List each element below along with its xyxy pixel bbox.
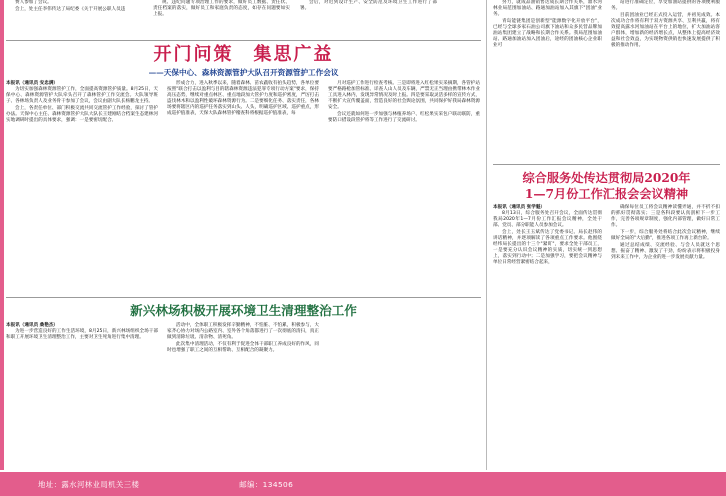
page-footer — [0, 472, 726, 496]
article2-headline-line2: 1—7月份工作汇报会会议精神 — [524, 187, 689, 201]
article2-col-1 — [493, 205, 602, 267]
paragraph: 站进行准确定位，享受加油站提供的各项便利服务。 — [611, 0, 720, 12]
footer-postcode: 邮编：134506 — [239, 479, 294, 489]
article1-col-2 — [167, 81, 319, 125]
article3-headline: 新兴林场积极开展环境卫生清理整治工作 — [130, 303, 357, 318]
paragraph: 确保每位员工将会议精神读懂弄通，并不折不扣的抓好贯彻落实；三是各科段要认真剖析下一步工作，完善各项规章制度，强化内部管理，做好日常工作。 — [611, 205, 720, 229]
paragraph: 会上，处主任李伟传达了局纪委《关于开展公职人员违 — [15, 6, 126, 12]
paragraph: 费人参加了会议。 — [15, 0, 52, 5]
byline-name: 安忠满） — [39, 81, 59, 86]
article2-headline-line1: 综合服务处传达贯彻局2020年 — [522, 171, 691, 185]
paragraph: 形成合力，进入秋季以来，随着森林、苗农蔬收有拍头趋势，各单位要按照"联合打击以盈利与目的辖森林资源违法犯罪专项行动方案"要求，保持高压态势，继续对重点林区、重点地段加大管护力度和巡护密度，严厉打击盗伐林木和以盈利性破坏森林资源行为。二是要细化任务、落实责任，各林场要将辖区内的巡护任务落实到山头、人头，明确巡护区域、巡护重点，形成巡护值准表，天保大队森林管护稽查科将根据巡护值准表，每 — [167, 81, 319, 117]
page-content — [6, 0, 720, 470]
paragraph: 月对巡护工作进行检查考核。三是即将进入红松果实采摘期，各管护站要严格路枪加管标准、详查人山人员及车辆，严禁无正当理由携带林木作业工具进入林内，发现异常情况及时上报。四是要采取灵活多样的宣传方式，不断扩大宣传覆盖面，营造良好的社会舆论氛围，共同保护好我局森林资源安全。 — [328, 81, 480, 111]
right-continuation-block — [493, 0, 720, 50]
article1-columns — [6, 81, 481, 125]
article3-col-3 — [328, 323, 480, 354]
article3-columns — [6, 323, 481, 354]
paragraph: 为进一步营造良好的工作生活环境，8月25日，新兴林场组织全场干部和职工开展环境卫生清理整治工作，主要对卫生死角进行集中清理。 — [6, 329, 158, 341]
divider-right — [493, 164, 720, 165]
footer-address: 地址：露水河林业局机关三楼 — [38, 479, 140, 489]
article1-col-1 — [6, 81, 158, 125]
paragraph: 青岛能链集团是创新型"能源数字化开放平台"，已经与全球多家石油公司旗下油站和众多民营品牌加油站集团建立了战略和长期合作关系。我局范围加油站、路通加油站加入团油后，途经的团油核心企业职业可 — [493, 18, 602, 49]
article2-columns — [493, 205, 720, 267]
top-col-1 — [6, 0, 143, 42]
divider-vertical-main — [486, 0, 487, 470]
top-col-3 — [300, 0, 437, 42]
byline-name: 桑艳杰） — [39, 323, 59, 328]
article-open-door-policy — [6, 44, 481, 125]
paragraph: 通过总结成绩、交流经验、与会人员就这个思想、振奋了精神、激发了干劲，纷纷表示将积极投身到未来工作中，为企业的进一步发展贡献力量。 — [611, 242, 720, 260]
divider-mid-left — [6, 297, 481, 298]
paragraph: 会议还就如何进一步加强与林植养场户、红松果实采包户联动联防，重要防口措设段管护将等工作进行了交流研讨。 — [328, 111, 480, 124]
article-environment-cleanup — [6, 303, 481, 354]
paragraph: 规、违纪问题专项治理工作的要求，做好员工数据、责任状、责任档案的落实，做好员工和家庭负责的态度，如存在问题要如实上报。 — [153, 0, 290, 18]
paragraph: 为切实加强森林资源管护工作，全面提高资源管护质量。8月25日，天保中心、森林资源管护大队牵头召开了森林管护工作交流会。大队领导班子、各林场负责人及业务骨干参加了会议，会议由副大队长杨鹏龙主持。 — [6, 87, 158, 105]
paragraph: 会上，处长王玉斌传达了党委书记、局长赵伟的讲话精神，并逐项解读了各项重点工作要求。他围绕经纬局长提出的十三个"紧盯"，要求全处干部员工，一是要充分认识会议精神的实质，切实统一到思想上，落实到行动中；二是加强学习，要把会议精神与单位日常经营紧密结合起来， — [493, 229, 602, 266]
article1-subheadline: ——天保中心、森林资源管护大队召开资源管护工作会议 — [148, 68, 339, 77]
article3-col-1 — [6, 323, 158, 354]
article-comprehensive-service — [493, 170, 720, 267]
paragraph: 下一步，综合服务处将结合此次会议精神，继续做好全局的"大后勤"，推进各项工作再上新台阶。 — [611, 229, 720, 241]
article2-headline — [493, 170, 720, 202]
byline-label: 本报讯（通讯员 — [6, 323, 39, 328]
paragraph: 努力，就成品油销售达成长期合作关系，鼎水河林业局范围加油站、路通加油站加入其旗下"团油"业务。 — [493, 0, 602, 18]
right-col-1 — [493, 0, 602, 50]
paragraph: 此次集中清理活动，不仅有利于促进全体干部职工养成良好的作风，同时也增强了职工之间的互相帮助、互相配合的凝聚力。 — [167, 341, 319, 353]
top-col-2 — [153, 0, 290, 42]
byline-label: 本报讯（通讯员 — [493, 205, 526, 210]
byline-name: 张学魁） — [526, 205, 546, 210]
divider-top-left — [6, 40, 481, 41]
paragraph: 活动中，全体职工积极发挥辛勤精神，不怕脏、不怕累，积极参与，大家齐心协力对场内公路室内、室外各个角落都进行了一次彻底的清扫，真正做到清除垃圾、清杂物、清死角。 — [167, 323, 319, 341]
article3-col-2 — [167, 323, 319, 354]
article1-headline: 开门问策 集思广益 — [153, 44, 334, 65]
left-pink-rule — [0, 0, 4, 470]
paragraph: 目前团油业已经正式投入运营，并初见成效。本次成功合作将有利于双方资源共享、互利共赢，将有效提高露水河加油站在平台上的地位，扩大加油站客户群体，增加新的经济增长点，从整体上提高经济效益和社会效益，为实现物资供销也快速发展提供了积极的推动作用。 — [611, 12, 720, 49]
article1-col-3 — [328, 81, 480, 125]
paragraph: 会上，各责任单位、部门积极交流共同交流管护工作经验，探讨了管护办法。天保中心主任、森林资源管护大队大队长王建刚结合档案生态建林河实地调研时提出的具体要求，强调：一是要密切配合、 — [6, 105, 158, 124]
paragraph: 8月13日，综合服务处召开会议，全面传达贯彻我局2020年1—7月份工作汇报会议精神，全处干部、党员、部分职能人员参加会议。 — [493, 211, 602, 229]
article2-col-2 — [611, 205, 720, 267]
paragraph: 会后，对迟到设计生产、安全防范及环境卫生工作进行了部署。 — [300, 0, 437, 12]
byline-label: 本报讯（通讯员 — [6, 81, 39, 86]
right-col-2 — [611, 0, 720, 50]
